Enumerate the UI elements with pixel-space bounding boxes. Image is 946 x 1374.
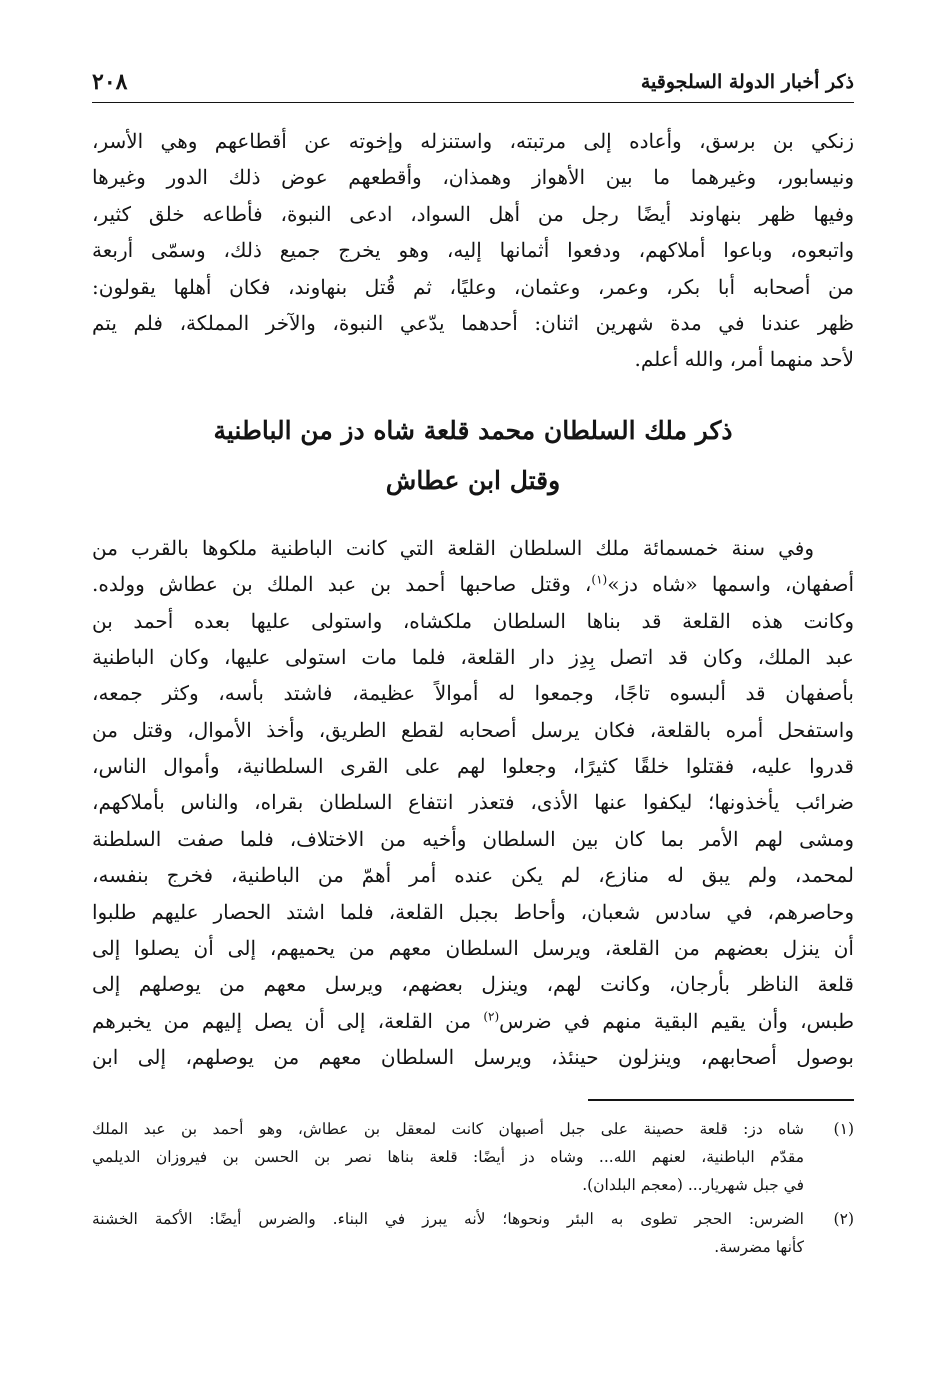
- text-line: قدروا عليه، فقتلوا خلقًا كثيرًا، وجعلوا لهم على القرى السلطانية، وأموال الناس،: [92, 754, 854, 779]
- text-line: واتبعوه، وباعوا أملاكهم، ودفعوا أثمانها إليه، وهو يخرج جميع ذلك، وسمّى أربعة: [92, 238, 854, 263]
- text-line: [92, 566, 854, 602]
- text-segment: ، وقتل صاحبها أحمد بن عبد الملك بن عطاش وولده.: [92, 572, 592, 597]
- footnote-ref-1[interactable]: (١): [591, 572, 608, 587]
- footnote-line: كأنها مضرسة.: [714, 1237, 804, 1256]
- text-line: عبد الملك، وكان قد اتصل بِدِز دار القلعة، فلما مات استولى عليها، وكان الباطنية: [92, 644, 854, 669]
- book-page: [92, 70, 854, 1267]
- text-line: ونيسابور، وغيرهما ما بين الأهواز وهمذان، وأقطعهم عوض ذلك الدور وغيرها: [92, 165, 854, 190]
- text-line: ومشى لهم الأمر بما كان بين السلطان وأخيه من الاختلاف، فلما صفت السلطنة: [92, 826, 854, 851]
- text-line: قلعة الناظر بأرجان، وكانت لهم، وينزل بعضهم، ويرسل معهم من يوصلهم إلى: [92, 972, 854, 997]
- footnote-number: (١): [833, 1119, 854, 1138]
- heading-line-2: وقتل ابن عطاش: [385, 465, 561, 495]
- text-line: واستفحل أمره بالقلعة، فكان يرسل أصحابه لقطع الطريق، وأخذ الأموال، وقتل من: [92, 717, 854, 742]
- text-line: وفي سنة خمسمائة ملك السلطان القلعة التي كانت الباطنية ملكوها بالقرب من: [92, 535, 814, 560]
- text-line: بوصول أصحابهم، وينزلون حينئذ، ويرسل السلطان معهم من يوصلهم، إلى ابن: [92, 1045, 854, 1070]
- footnote-line: الضرس: الحجر تطوى به البئر ونحوها؛ لأنه يبرز في البناء. والضرس أيضًا: الأكمة الخشنة: [92, 1209, 804, 1228]
- text-line: من أصحابه أبا بكر، وعمر، وعثمان، وعليًا، ثم قُتل بنهاوند، فكان أهلها يقولون:: [92, 274, 854, 299]
- text-line: لمحمد، ولم يبق له منازع، لم يكن عنده أمر أهمّ من الباطنية، فخرج بنفسه،: [92, 863, 854, 888]
- footnote-line: شاه دز: قلعة حصينة على جبل أصبهان كانت لمعقل بن عطاش، وهو أحمد بن عبد الملك: [92, 1119, 804, 1138]
- text-line: لأحد منهما أمر، والله أعلم.: [634, 347, 854, 372]
- text-line: وحاصرهم، في سادس شعبان، وأحاط بجبل القلعة، فلما اشتد الحصار عليهم طلبوا: [92, 899, 855, 924]
- text-line: وكانت هذه القلعة قد بناها السلطان ملكشاه، واستولى عليها بعده أحمد بن: [92, 608, 854, 633]
- heading-line-1: ذكر ملك السلطان محمد قلعة شاه دز من الباطنية: [213, 415, 733, 445]
- text-segment: طبس، وأن يقيم البقية منهم في ضرس: [499, 1008, 854, 1033]
- page-number: ٢٠٨: [92, 69, 128, 95]
- running-header: [92, 70, 854, 103]
- footnotes: [92, 1115, 854, 1261]
- section-heading: [92, 406, 854, 506]
- footnote-divider: [588, 1099, 854, 1101]
- header-title: ذكر أخبار الدولة السلجوقية: [640, 71, 854, 93]
- text-line: ضرائب يأخذونها؛ ليكفوا عنها الأذى، فتعذر انتفاع السلطان بقراه، والناس بأملاكهم،: [92, 790, 854, 815]
- text-line: بأصفهان قد ألبسوه تاجًا، وجمعوا له أموالاً عظيمة، فاشتد بأسه، وكثر جمعه،: [92, 681, 854, 706]
- text-line: وفيها ظهر بنهاوند أيضًا رجل من أهل السواد، ادعى النبوة، فأطاعه خلق كثير،: [92, 201, 854, 226]
- footnote-line: في جبل شهريار... (معجم البلدان).: [582, 1175, 804, 1194]
- footnote-number: (٢): [833, 1209, 854, 1228]
- footnote-2: [92, 1205, 854, 1261]
- text-line: زنكي بن برسق، وأعاده إلى مرتبته، واستنزله وإخوته عن أقطاعهم وهي الأسر،: [92, 129, 854, 153]
- footnote-1: [92, 1115, 854, 1199]
- footnote-ref-2[interactable]: (٢): [483, 1009, 500, 1024]
- section-continuation: [92, 123, 854, 378]
- text-line: ظهر عندنا في مدة شهرين اثنان: أحدهما يدّعي النبوة، والآخر المملكة، فلم يتم: [92, 310, 854, 335]
- text-line: [92, 1003, 854, 1039]
- text-line: أن ينزل بعضهم من القلعة، ويرسل السلطان معهم من يحميهم، إلى أن يصلوا إلى: [92, 936, 854, 961]
- text-segment: من القلعة، إلى أن يصل إليهم من يخبرهم: [92, 1008, 484, 1033]
- section-body: [92, 530, 854, 1076]
- footnote-line: مقدّم الباطنية، لعنهم الله... وشاه دز أيضًا: قلعة بناها نصر بن الحسن بن فيروزان الديلمي: [92, 1147, 804, 1166]
- text-segment: أصفهان، واسمها «شاه دز»: [607, 572, 854, 597]
